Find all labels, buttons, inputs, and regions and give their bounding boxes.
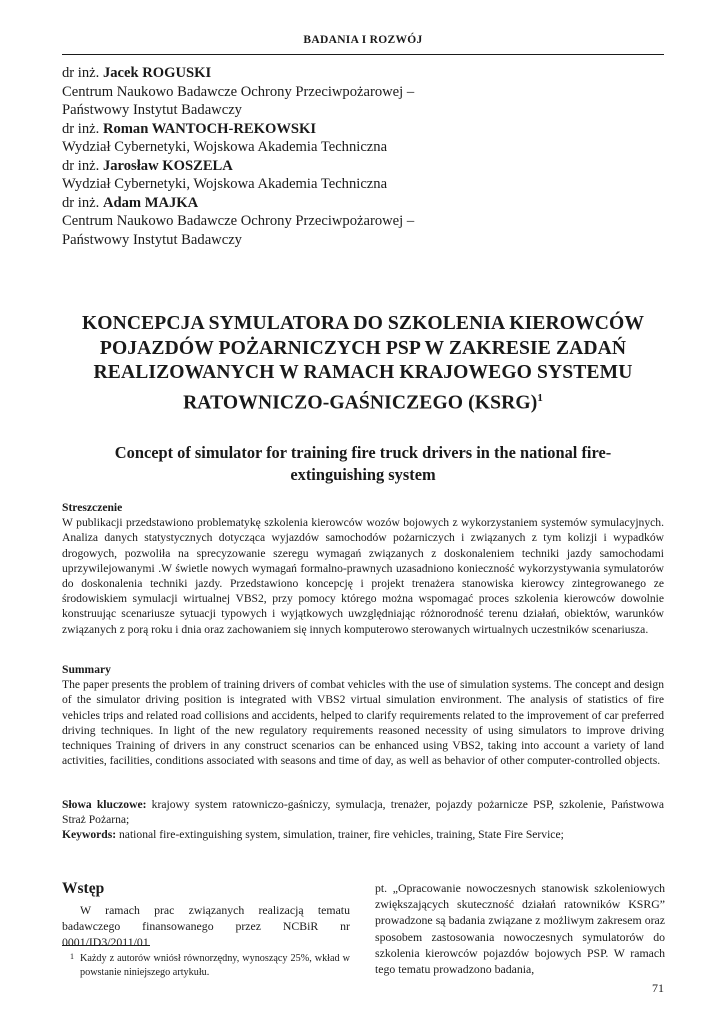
keywords-text: national fire-extinguishing system, simulation, trainer, fire vehicles, training, State Fire Service; (116, 828, 564, 842)
footnote-text: Każdy z autorów wniósł równorzędny, wynoszący 25%, wkład w powstanie niniejszego artykułu. (80, 953, 350, 978)
author-affiliation: Państwowy Instytut Badawczy (62, 102, 242, 118)
footnote-rule (62, 945, 150, 946)
keywords-label: Słowa kluczowe: (62, 798, 147, 811)
author-block (62, 64, 672, 249)
summary-heading: Summary (62, 663, 111, 676)
author-name: Roman WANTOCH-REKOWSKI (102, 120, 317, 137)
page-number: 71 (652, 981, 664, 995)
keywords-label: Keywords: (62, 828, 117, 842)
summary-text: The paper presents the problem of training drivers of combat vehicles with the use of simulation systems. The concept and design of the simulator driving position is integrated with VBS2 virtual simulation environment. The analysis of statistics of fire vehicles trips and related road collisions and accidents, helped to clarify requirements related to the improvement of car preferred driving techniques. In light of the new regulatory requirements reasoned necessity of using simulators to improve driving techniques Training of drivers in any construct scenarios can be enhanced using VBS2, taking into account a variety of land activities, facilities, conditions associated with seasons and time of day, as well as behavior of other computer-controlled objects. (62, 678, 664, 768)
author-prefix: dr inż. (62, 194, 103, 211)
keywords-block (62, 797, 664, 843)
abstract-heading: Streszczenie (62, 501, 123, 514)
keywords-text: krajowy system ratowniczo-gaśniczy, symulacja, trenażer, pojazdy pożarnicze PSP, szkolenie, Państwowa Straż Pożarna; (62, 798, 664, 827)
footnote-mark: 1 (70, 952, 74, 961)
author-line (62, 120, 672, 139)
footnote (62, 952, 350, 979)
abstract-polish (62, 500, 664, 637)
author-affiliation: Wydział Cybernetyki, Wojskowa Akademia Techniczna (62, 176, 388, 192)
author-line (62, 157, 672, 176)
author-line (62, 64, 672, 83)
keywords-polish (62, 797, 664, 827)
right-column (375, 880, 665, 977)
left-column (62, 880, 350, 951)
keywords-english (62, 827, 664, 842)
author-affiliation: Wydział Cybernetyki, Wojskowa Akademia Techniczna (62, 139, 388, 155)
header-rule (62, 54, 664, 55)
running-head: BADANIA I ROZWÓJ (303, 34, 423, 46)
section-heading: Wstęp (62, 880, 105, 897)
author-name: Jacek ROGUSKI (102, 65, 212, 81)
author-line (62, 194, 672, 213)
abstract-text: W publikacji przedstawiono problematykę szkolenia kierowców wozów bojowych z wykorzystaniem systemów symulacyjnych. Analiza danych statystycznych dotycząca wyjazdów samochodów pożarniczych i związanych z tym kolizji i wypadków drogowych, pozwoliła na sprecyzowanie szeregu wymagań związanych z doskonaleniem techniki jazdy samochodami uprzywilejowanymi .W świetle nowych wymagań formalno-prawnych uzasadniono konieczność wykorzystywania symulatorów do doskonalenia techniki jazdy. Przedstawiono koncepcję i projekt trenażera stanowiska kierowcy zintegrowanego ze środowiskiem symulacji wirtualnej VBS2, przy pomocy którego można wspomagać proces szkolenia kierowców dowolnie konstruując scenariusze sytuacji typowych i wyjątkowych uwzględniając różnorodność terenu działań, obiektów, warunków związanych z porą roku i dnia oraz zachowaniem się innych komputerowo sterowanych wirtualnych uczestników scenariusza. (62, 516, 664, 636)
title-footnote-mark: 1 (537, 391, 543, 404)
author-affiliation: Państwowy Instytut Badawczy (62, 231, 242, 248)
author-prefix: dr inż. (62, 120, 103, 137)
title-text: KONCEPCJA SYMULATORA DO SZKOLENIA KIEROWCÓW POJAZDÓW POŻARNICZYCH PSP W ZAKRESIE ZADAŃ REALIZOWANYCH W RAMACH KRAJOWEGO SYSTEMU RATOWNICZO-GAŚNICZEGO (KSRG) (81, 313, 645, 414)
author-name: Adam MAJKA (102, 194, 199, 211)
author-affiliation: Centrum Naukowo Badawcze Ochrony Przeciwpożarowej – (62, 213, 415, 229)
paper-title-polish (70, 312, 656, 416)
author-affiliation: Centrum Naukowo Badawcze Ochrony Przeciwpożarowej – (62, 83, 415, 100)
author-name: Jarosław KOSZELA (102, 157, 233, 174)
paper-title-english: Concept of simulator for training fire truck drivers in the national fire-extinguishing system (114, 443, 612, 484)
intro-text-right: pt. „Opracowanie nowoczesnych stanowisk szkoleniowych zwiększających skuteczność działań ratowników KSRG” prowadzone są badania związane z możliwym zakresem oraz sposobem zastosowania nowoczesnych symulatorów do szkolenia kierowców pojazdów bojowych PSP. W ramach tego tematu prowadzono badania, (375, 881, 665, 977)
intro-text-left: W ramach prac związanych realizacją tematu badawczego finansowanego przez NCBiR nr 0001/ID3/2011/01 (62, 903, 350, 950)
author-prefix: dr inż. (62, 157, 103, 174)
abstract-english (62, 662, 664, 768)
author-prefix: dr inż. (62, 65, 103, 81)
